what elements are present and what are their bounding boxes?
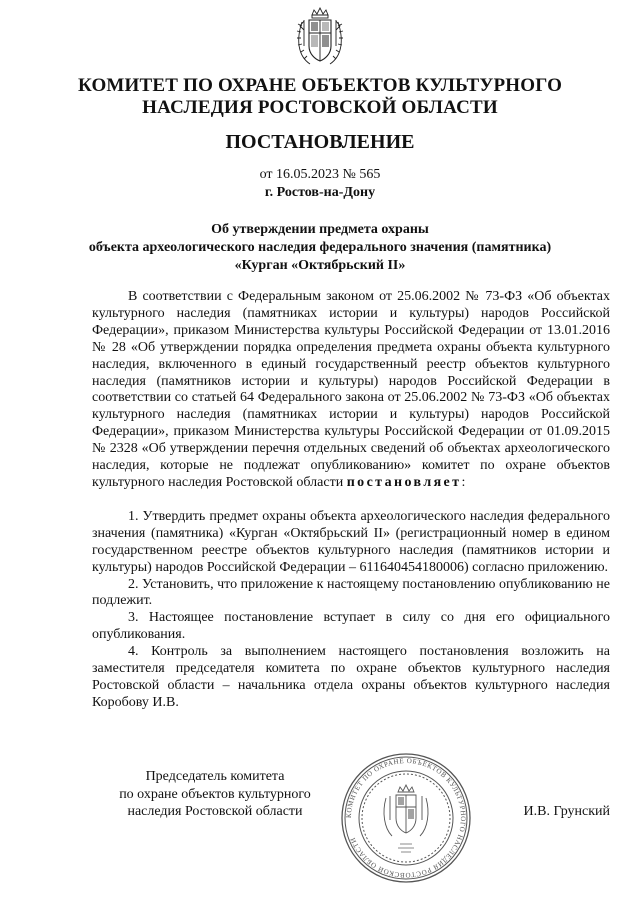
- document-body: [92, 289, 610, 712]
- subject-line: объекта археологического наследия федерального значения (памятника): [88, 240, 552, 255]
- signatory-position-line: Председатель комитета: [145, 769, 285, 784]
- document-date-number: от 16.05.2023 № 565: [259, 167, 381, 182]
- signatory-position-line: по охране объектов культурного: [119, 786, 311, 802]
- signatory-position: [90, 768, 340, 821]
- resolves-word: постановляет: [346, 474, 462, 490]
- item-4-paragraph: 4. Контроль за выполнением настоящего постановления возложить на заместителя председателя комитета по охране объектов культурного наследия Ростовской области – начальника отдела охраны объектов культурного наследия Коробову И.В.: [92, 644, 610, 710]
- preamble-text: В соответствии с Федеральным законом от 25.06.2002 № 73-ФЗ «Об объектах культурного наследия (памятниках истории и культуры) народов Российской Федерации», приказом Министерства культуры Российской Федерации от 13.01.2016 № 28 «Об утверждении порядка определения предмета охраны объекта культурного наследия, включенного в единый государственный реестр объектов культурного наследия (памятников истории и культуры) народов Российской Федерации в соответствии со статьей 64 Федерального закона от 25.06.2002 № 73-ФЗ «Об объектах культурного наследия (памятниках истории и культуры) народов Российской Федерации», приказом Министерства культуры Российской Федерации от 01.09.2015 № 2328 «Об утверждении перечня отдельных сведений об объектах археологического наследия, которые не подлежат опубликованию» комитет по охране объектов культурного наследия Ростовской области: [92, 289, 610, 490]
- organization-name: [40, 75, 600, 119]
- item-3-paragraph: 3. Настоящее постановление вступает в силу со дня его официального опубликования.: [92, 610, 610, 643]
- rostov-region-coat-of-arms-icon: [292, 6, 348, 68]
- seal-text: КОМИТЕТ ПО ОХРАНЕ ОБЪЕКТОВ КУЛЬТУРНОГО НАСЛЕДИЯ РОСТОВСКОЙ ОБЛАСТИ: [344, 756, 468, 880]
- document-city: г. Ростов-на-Дону: [264, 185, 376, 200]
- organization-name-line: НАСЛЕДИЯ РОСТОВСКОЙ ОБЛАСТИ: [142, 97, 498, 118]
- document-type: ПОСТАНОВЛЕНИЕ: [225, 131, 415, 153]
- document-subject: [40, 221, 600, 275]
- item-1-paragraph: 1. Утвердить предмет охраны объекта археологического наследия федерального значения (памятника) «Курган «Октябрьский II» (регистрационный номер в едином государственном реестре объектов культурного наследия (памятников истории и культуры) народов Российской Федерации – 611640454180006) согласно приложению.: [92, 508, 610, 575]
- official-round-seal-icon: [340, 752, 472, 884]
- preamble-paragraph: [92, 289, 610, 492]
- resolves-punct: :: [461, 474, 466, 490]
- organization-name-line: КОМИТЕТ ПО ОХРАНЕ ОБЪЕКТОВ КУЛЬТУРНОГО: [77, 75, 563, 96]
- subject-line: Об утверждении предмета охраны: [211, 222, 429, 237]
- subject-line: «Курган «Октябрьский II»: [234, 258, 406, 273]
- signatory-name: И.В. Грунский: [523, 804, 610, 819]
- item-2-paragraph: 2. Установить, что приложение к настоящему постановлению опубликованию не подлежит.: [92, 576, 610, 609]
- signatory-position-line: наследия Ростовской области: [127, 804, 303, 819]
